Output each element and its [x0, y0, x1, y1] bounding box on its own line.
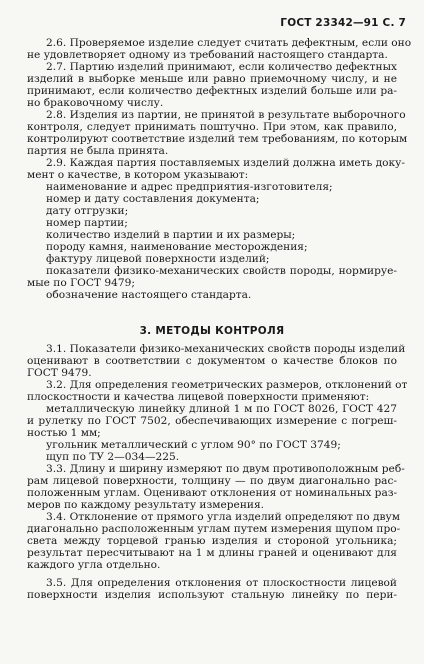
text-line: положенным углам. Оценивают отклонения от номинальных раз-: [27, 487, 398, 499]
text-line: плоскостности и качества лицевой поверхности применяют:: [27, 391, 370, 403]
text-line: 3.2. Для определения геометрических размеров, отклонений от: [46, 379, 408, 391]
page-header: ГОСТ 23342—91 С. 7: [280, 17, 406, 29]
text-line: 2.6. Проверяемое изделие следует считать дефектным, если оно: [46, 37, 412, 49]
text-line: результат пересчитывают на 1 м длины граней и оценивают для: [27, 547, 397, 559]
text-line: угольник металлический с углом 90° по ГОСТ 3749;: [46, 439, 341, 451]
text-line: 2.7. Партию изделий принимают, если количество дефектных: [46, 61, 397, 73]
text-line: оценивают в соответствии с документом о качестве блоков по: [27, 355, 397, 367]
text-line: дату отгрузки;: [46, 205, 129, 217]
text-line: 3.3. Длину и ширину измеряют по двум противоположным реб-: [46, 463, 405, 475]
text-line: и рулетку по ГОСТ 7502, обеспечивающих измерение с погреш-: [27, 415, 397, 427]
text-line: партия не была принята.: [27, 145, 169, 157]
text-line: каждого угла отдельно.: [27, 559, 161, 571]
text-line: света между торцевой гранью изделия и стороной угольника;: [27, 535, 397, 547]
text-line: ностью 1 мм;: [27, 427, 101, 439]
text-line: контролируют соответствие изделий тем требованиям, по которым: [27, 133, 408, 145]
text-line: контроля, следует принимать поштучно. При этом, как правило,: [27, 121, 397, 133]
text-line: меров по каждому результату измерения.: [27, 499, 264, 511]
text-line: металлическую линейку длиной 1 м по ГОСТ 8026, ГОСТ 427: [46, 403, 397, 415]
text-line: принимают, если количество дефектных изделий больше или ра-: [27, 85, 397, 97]
text-line: 2.9. Каждая партия поставляемых изделий должна иметь доку-: [46, 157, 405, 169]
text-line: обозначение настоящего стандарта.: [46, 289, 252, 301]
text-line: не удовлетворяет одному из требований настоящего стандарта.: [27, 49, 388, 61]
text-line: 2.8. Изделия из партии, не принятой в результате выборочного: [46, 109, 406, 121]
text-line: породу камня, наименование месторождения;: [46, 241, 308, 253]
text-line: показатели физико-механических свойств породы, нормируе-: [46, 265, 397, 277]
text-line: поверхности изделия используют стальную линейку по пери-: [27, 589, 397, 601]
text-line: фактуру лицевой поверхности изделий;: [46, 253, 270, 265]
text-line: мент о качестве, в котором указывают:: [27, 169, 249, 181]
text-line: щуп по ТУ 2—034—225.: [46, 451, 180, 463]
text-line: диагонально расположенным углам путем измерения щупом про-: [27, 523, 401, 535]
text-line: мые по ГОСТ 9479;: [27, 277, 135, 289]
text-line: ГОСТ 9479.: [27, 367, 92, 379]
text-line: 3.4. Отклонение от прямого угла изделий определяют по двум: [46, 511, 400, 523]
text-line: наименование и адрес предприятия-изготовителя;: [46, 181, 333, 193]
text-line: 3.1. Показатели физико-механических свойств породы изделий: [46, 343, 406, 355]
text-line: изделий в выборке меньше или равно приемочному числу, и не: [27, 73, 397, 85]
text-line: номер партии;: [46, 217, 128, 229]
text-line: 3.5. Для определения отклонения от плоскостности лицевой: [46, 577, 397, 589]
text-line: рам лицевой поверхности, толщину — по двум диагонально рас-: [27, 475, 397, 487]
text-line: номер и дату составления документа;: [46, 193, 260, 205]
section-heading: 3. МЕТОДЫ КОНТРОЛЯ: [139, 325, 285, 337]
text-line: количество изделий в партии и их размеры;: [46, 229, 296, 241]
text-line: но браковочному числу.: [27, 97, 164, 109]
